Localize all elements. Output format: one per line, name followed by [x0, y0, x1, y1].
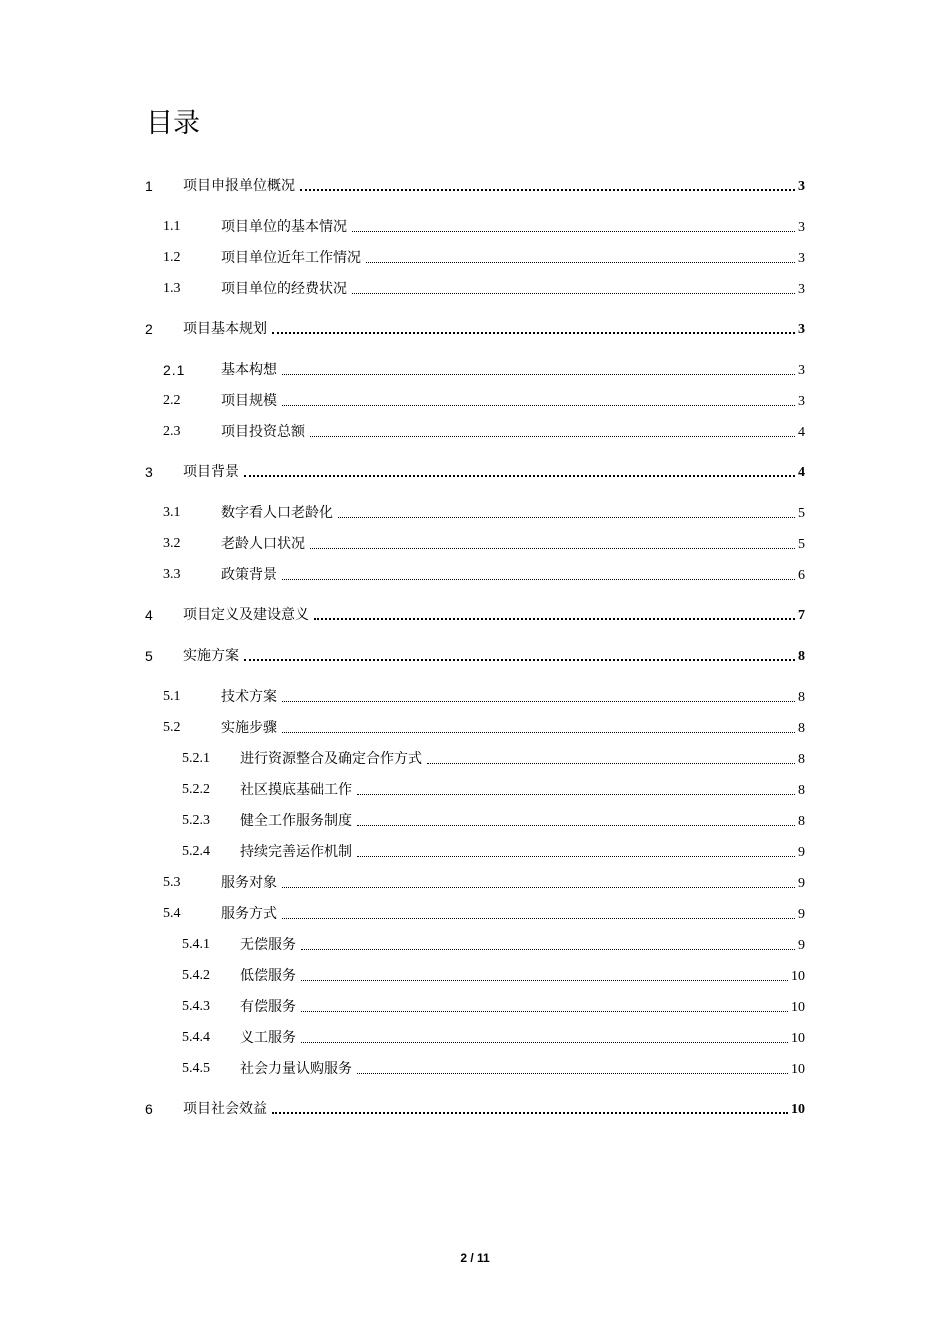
toc-entry-label: 健全工作服务制度 [240, 813, 352, 829]
dot-leader [301, 1042, 788, 1043]
toc-entry-number: 2.1 [163, 362, 186, 378]
toc-entry[interactable] [0, 564, 950, 586]
dot-leader [357, 856, 795, 857]
toc-entry-label: 服务对象 [221, 875, 277, 891]
dot-leader [338, 517, 795, 518]
toc-entry-page: 4 [798, 425, 805, 440]
dot-leader [282, 918, 795, 919]
toc-entry[interactable] [0, 533, 950, 555]
toc-entry[interactable] [0, 841, 950, 863]
toc-entry-number: 5.4.2 [182, 968, 210, 983]
toc-entry[interactable] [0, 604, 950, 626]
toc-entry-page: 8 [798, 690, 805, 705]
toc-entry-number: 5.4.1 [182, 937, 210, 952]
toc-entry[interactable] [0, 318, 950, 340]
toc-entry-label: 政策背景 [221, 567, 277, 583]
toc-entry[interactable] [0, 1058, 950, 1080]
dot-leader [272, 332, 795, 334]
toc-entry[interactable] [0, 903, 950, 925]
toc-entry[interactable] [0, 359, 950, 381]
toc-entry-number: 5.1 [163, 689, 181, 704]
toc-entry-page: 8 [798, 783, 805, 798]
toc-entry-label: 持续完善运作机制 [240, 844, 352, 860]
toc-entry-page: 10 [791, 1102, 805, 1117]
toc-entry-number: 3.3 [163, 567, 181, 582]
toc-entry[interactable] [0, 390, 950, 412]
toc-entry[interactable] [0, 421, 950, 443]
toc-entry[interactable] [0, 810, 950, 832]
toc-entry[interactable] [0, 717, 950, 739]
toc-entry-label: 社会力量认购服务 [240, 1061, 352, 1077]
toc-entry-label: 项目社会效益 [183, 1101, 267, 1117]
toc-entry[interactable] [0, 965, 950, 987]
toc-entry[interactable] [0, 645, 950, 667]
toc-entry-label: 项目申报单位概况 [183, 178, 295, 194]
toc-entry-label: 技术方案 [221, 689, 277, 705]
toc-entry-label: 基本构想 [221, 362, 277, 378]
toc-title: 目录 [146, 108, 200, 139]
toc-entry-page: 9 [798, 938, 805, 953]
toc-entry[interactable] [0, 1027, 950, 1049]
toc-entry-label: 实施步骤 [221, 720, 277, 736]
toc-entry[interactable] [0, 779, 950, 801]
toc-entry-label: 项目背景 [183, 464, 239, 480]
toc-entry-page: 3 [798, 220, 805, 235]
toc-entry-number: 5 [145, 648, 153, 664]
toc-entry-number: 5.4.3 [182, 999, 210, 1014]
toc-entry-page: 3 [798, 394, 805, 409]
toc-entry-label: 项目基本规划 [183, 321, 267, 337]
toc-entry-page: 10 [791, 1000, 805, 1015]
toc-entry-page: 8 [798, 649, 805, 664]
toc-entry-page: 3 [798, 251, 805, 266]
toc-entry-label: 项目投资总额 [221, 424, 305, 440]
toc-entry-page: 8 [798, 752, 805, 767]
toc-entry-page: 10 [791, 1031, 805, 1046]
dot-leader [282, 374, 795, 375]
toc-entry-page: 3 [798, 363, 805, 378]
toc-entry-page: 6 [798, 568, 805, 583]
toc-entry-page: 9 [798, 876, 805, 891]
toc-entry-number: 1 [145, 178, 153, 194]
toc-entry-label: 无偿服务 [240, 937, 296, 953]
toc-entry-page: 3 [798, 322, 805, 337]
toc-entry-number: 5.2.3 [182, 813, 210, 828]
toc-entry-number: 3.2 [163, 536, 181, 551]
dot-leader [282, 579, 795, 580]
toc-entry-label: 义工服务 [240, 1030, 296, 1046]
toc-entry[interactable] [0, 247, 950, 269]
toc-entry-number: 5.3 [163, 875, 181, 890]
toc-entry-page: 5 [798, 506, 805, 521]
toc-entry-number: 5.2.4 [182, 844, 210, 859]
toc-entry-label: 项目规模 [221, 393, 277, 409]
toc-entry-page: 5 [798, 537, 805, 552]
toc-entry-number: 5.2 [163, 720, 181, 735]
dot-leader [282, 887, 795, 888]
toc-entry-number: 1.3 [163, 281, 181, 296]
toc-entry-label: 老龄人口状况 [221, 536, 305, 552]
dot-leader [301, 980, 788, 981]
dot-leader [357, 1073, 788, 1074]
dot-leader [282, 405, 795, 406]
toc-entry-number: 6 [145, 1101, 153, 1117]
toc-entry-page: 8 [798, 721, 805, 736]
toc-entry-label: 有偿服务 [240, 999, 296, 1015]
dot-leader [310, 548, 795, 549]
toc-entry-number: 4 [145, 607, 153, 623]
toc-entry[interactable] [0, 1098, 950, 1120]
toc-entry-number: 5.4 [163, 906, 181, 921]
dot-leader [244, 659, 795, 661]
toc-entry-number: 2.2 [163, 393, 181, 408]
toc-entry-page: 4 [798, 465, 805, 480]
toc-entry-page: 3 [798, 179, 805, 194]
toc-entry-label: 社区摸底基础工作 [240, 782, 352, 798]
toc-entry-number: 5.4.5 [182, 1061, 210, 1076]
toc-entry-number: 2.3 [163, 424, 181, 439]
toc-entry[interactable] [0, 872, 950, 894]
toc-entry-page: 7 [798, 608, 805, 623]
page-number-footer: 2 / 11 [460, 1251, 490, 1265]
toc-entry-number: 5.2.1 [182, 751, 210, 766]
toc-entry[interactable] [0, 216, 950, 238]
toc-entry[interactable] [0, 996, 950, 1018]
dot-leader [301, 949, 795, 950]
dot-leader [300, 189, 795, 191]
toc-entry-number: 3 [145, 464, 153, 480]
toc-entry-label: 低偿服务 [240, 968, 296, 984]
toc-entry-label: 项目单位近年工作情况 [221, 250, 361, 266]
toc-entry-page: 3 [798, 282, 805, 297]
toc-entry-number: 3.1 [163, 505, 181, 520]
toc-entry-label: 项目定义及建设意义 [183, 607, 309, 623]
dot-leader [357, 825, 795, 826]
toc-entry[interactable] [0, 502, 950, 524]
dot-leader [352, 293, 795, 294]
dot-leader [272, 1112, 788, 1114]
toc-entry-label: 进行资源整合及确定合作方式 [240, 751, 422, 767]
toc-entry[interactable] [0, 748, 950, 770]
dot-leader [366, 262, 795, 263]
toc-entry[interactable] [0, 278, 950, 300]
toc-entry-number: 5.2.2 [182, 782, 210, 797]
toc-entry-page: 10 [791, 969, 805, 984]
dot-leader [310, 436, 795, 437]
dot-leader [301, 1011, 788, 1012]
toc-entry-number: 5.4.4 [182, 1030, 210, 1045]
toc-entry-label: 数字看人口老龄化 [221, 505, 333, 521]
toc-entry[interactable] [0, 461, 950, 483]
dot-leader [427, 763, 795, 764]
toc-entry-page: 9 [798, 845, 805, 860]
toc-entry-number: 1.1 [163, 219, 181, 234]
dot-leader [357, 794, 795, 795]
toc-entry-page: 8 [798, 814, 805, 829]
dot-leader [352, 231, 795, 232]
toc-entry-number: 2 [145, 321, 153, 337]
toc-entry-label: 项目单位的经费状况 [221, 281, 347, 297]
toc-entry-page: 9 [798, 907, 805, 922]
toc-entry[interactable] [0, 686, 950, 708]
dot-leader [282, 701, 795, 702]
dot-leader [314, 618, 795, 620]
toc-entry-label: 实施方案 [183, 648, 239, 664]
toc-entry[interactable] [0, 934, 950, 956]
toc-entry[interactable] [0, 175, 950, 197]
dot-leader [244, 475, 795, 477]
toc-entry-label: 服务方式 [221, 906, 277, 922]
toc-entry-number: 1.2 [163, 250, 181, 265]
toc-entry-page: 10 [791, 1062, 805, 1077]
toc-entry-label: 项目单位的基本情况 [221, 219, 347, 235]
dot-leader [282, 732, 795, 733]
